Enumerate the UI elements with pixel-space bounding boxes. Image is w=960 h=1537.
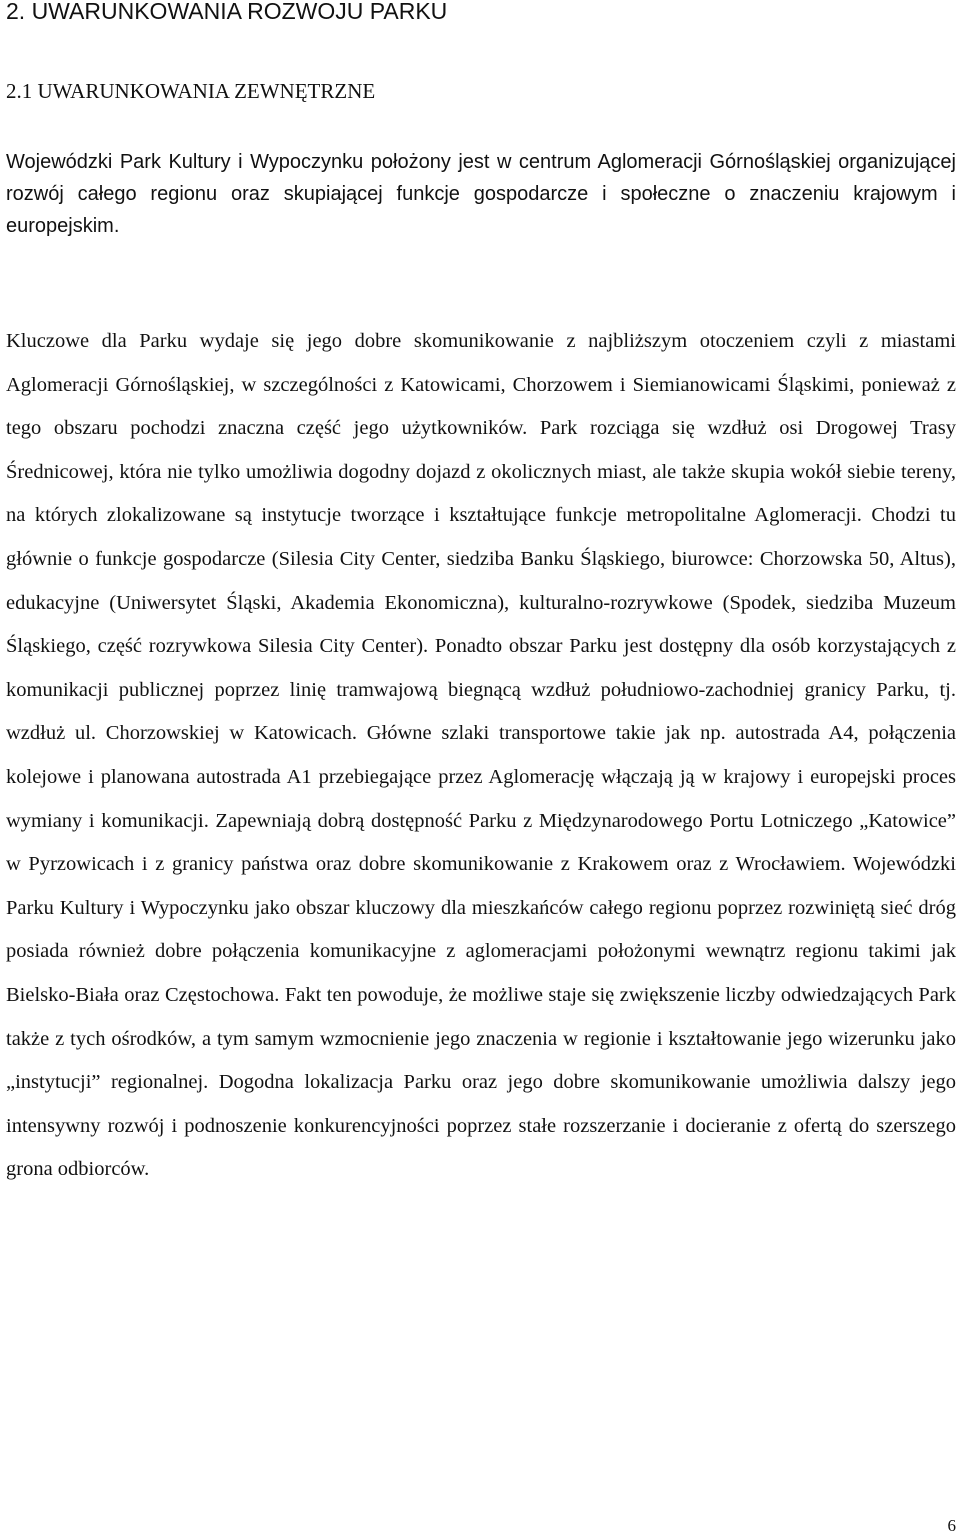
chapter-heading: 2. UWARUNKOWANIA ROZWOJU PARKU xyxy=(6,0,448,24)
intro-paragraph: Wojewódzki Park Kultury i Wypoczynku położony jest w centrum Aglomeracji Górnośląskiej organizującej rozwój całego regionu oraz skupiającej funkcje gospodarcze i społeczne o znaczeniu krajowym i europejskim. xyxy=(6,151,956,237)
body-paragraph: Kluczowe dla Parku wydaje się jego dobre skomunikowanie z najbliższym otoczeniem czyli z miastami Aglomeracji Górnośląskiej, w szczególności z Katowicami, Chorzowem i Siemianowicami Śląskimi, ponieważ z tego obszaru pochodzi znaczna część jego użytkowników. Park rozciąga się wzdłuż osi Drogowej Trasy Średnicowej, która nie tylko umożliwia dogodny dojazd z okolicznych miast, ale także skupia wokół siebie tereny, na których zlokalizowane są instytucje tworzące i kształtujące funkcje metropolitalne Aglomeracji. Chodzi tu głównie o funkcje gospodarcze (Silesia City Center, siedziba Banku Śląskiego, biurowce: Chorzowska 50, Altus), edukacyjne (Uniwersytet Śląski, Akademia Ekonomiczna), kulturalno-rozrywkowe (Spodek, siedziba Muzeum Śląskiego, część rozrywkowa Silesia City Center). Ponadto obszar Parku jest dostępny dla osób korzystających z komunikacji publicznej poprzez linię tramwajową biegnącą wzdłuż południowo-zachodniej granicy Parku, tj. wzdłuż ul. Chorzowskiej w Katowicach. Główne szlaki transportowe takie jak np. autostrada A4, połączenia kolejowe i planowana autostrada A1 przebiegające przez Aglomerację włączają ją w krajowy i europejski proces wymiany i komunikacji. Zapewniają dobrą dostępność Parku z Międzynarodowego Portu Lotniczego „Katowice” w Pyrzowicach i z granicy państwa oraz dobre skomunikowanie z Krakowem oraz z Wrocławiem. Wojewódzki Parku Kultury i Wypoczynku jako obszar kluczowy dla mieszkańców całego regionu poprzez rozwiniętą sieć dróg posiada również dobre połączenia komunikacyjne z aglomeracjami położonymi wewnątrz regionu takimi jak Bielsko-Biała oraz Częstochowa. Fakt ten powoduje, że możliwe staje się zwiększenie liczby odwiedzających Park także z tych ośrodków, a tym samym wzmocnienie jego znaczenia w regionie i kształtowanie jego wizerunku jako „instytucji” regionalnej. Dogodna lokalizacja Parku oraz jego dobre skomunikowanie umożliwia dalszy jego intensywny rozwój i podnoszenie konkurencyjności poprzez stałe rozszerzanie i docieranie z ofertą do szerszego grona odbiorców. xyxy=(6,330,956,1181)
document-page xyxy=(6,0,956,1537)
section-heading: 2.1 UWARUNKOWANIA ZEWNĘTRZNE xyxy=(6,79,376,103)
page-number: 6 xyxy=(947,1516,956,1535)
